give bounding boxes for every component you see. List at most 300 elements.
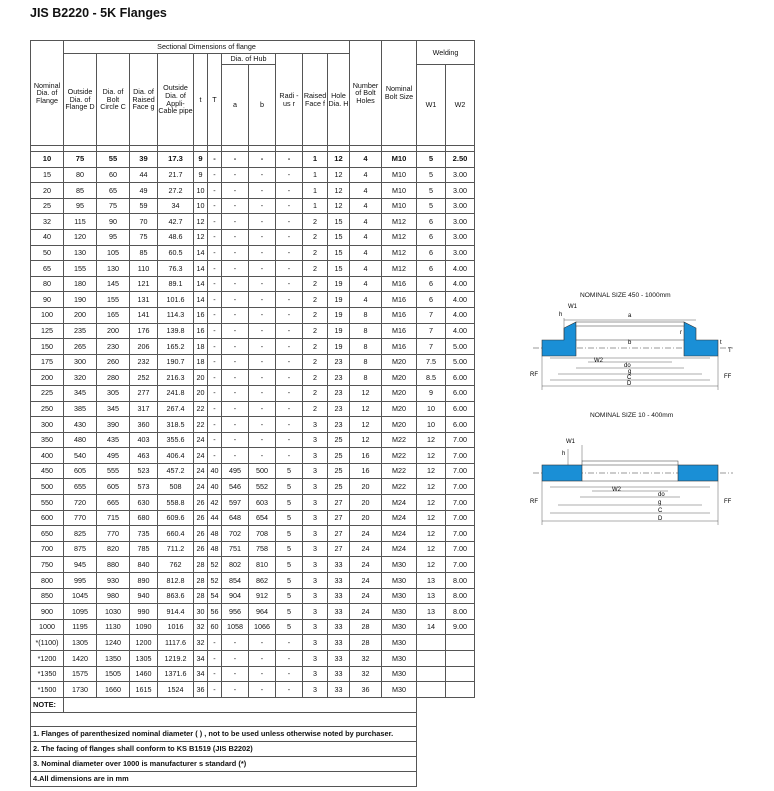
table-cell: 4 xyxy=(350,261,382,277)
table-cell: 33 xyxy=(328,604,350,620)
table-cell: 26 xyxy=(194,510,208,526)
label-b: b xyxy=(628,340,632,346)
table-row xyxy=(31,479,475,495)
table-cell: 648 xyxy=(222,510,249,526)
label-t: t xyxy=(720,340,722,346)
table-cell: - xyxy=(222,292,249,308)
header-a: a xyxy=(222,65,249,146)
label-w1: W1 xyxy=(566,439,575,445)
table-cell: 552 xyxy=(249,479,276,495)
table-cell: 176 xyxy=(130,323,158,339)
table-row xyxy=(31,198,475,214)
table-cell: - xyxy=(249,245,276,261)
table-cell: 12 xyxy=(328,198,350,214)
table-cell: - xyxy=(208,682,222,698)
table-cell: *1500 xyxy=(31,682,64,698)
table-cell: 500 xyxy=(31,479,64,495)
table-cell: M12 xyxy=(382,245,417,261)
table-cell: 28 xyxy=(350,619,382,635)
table-cell: 28 xyxy=(194,588,208,604)
table-cell: M30 xyxy=(382,588,417,604)
table-cell: 5 xyxy=(276,526,303,542)
table-cell: 840 xyxy=(130,557,158,573)
table-cell: 10 xyxy=(31,152,64,168)
table-cell: 4 xyxy=(350,198,382,214)
table-cell: 12 xyxy=(417,557,446,573)
diagram-large-caption: NOMINAL SIZE 450 - 1000mm xyxy=(580,292,671,299)
label-a: a xyxy=(628,313,632,319)
table-cell: 105 xyxy=(97,245,130,261)
table-cell: 702 xyxy=(222,526,249,542)
table-cell: - xyxy=(222,448,249,464)
table-cell: 9 xyxy=(417,385,446,401)
table-cell: 5 xyxy=(276,479,303,495)
table-cell: 26 xyxy=(194,495,208,511)
table-cell: 15 xyxy=(328,261,350,277)
table-cell: - xyxy=(276,261,303,277)
table-cell: - xyxy=(276,370,303,386)
label-do: do xyxy=(624,363,631,369)
table-cell: 5.00 xyxy=(446,339,475,355)
table-cell: - xyxy=(249,229,276,245)
table-cell: 12 xyxy=(328,152,350,168)
table-cell: M12 xyxy=(382,229,417,245)
table-cell: 230 xyxy=(97,339,130,355)
table-cell: 15 xyxy=(328,214,350,230)
table-cell: 305 xyxy=(97,385,130,401)
diagram-small-caption: NOMINAL SIZE 10 - 400mm xyxy=(590,412,674,419)
table-cell: 8.5 xyxy=(417,370,446,386)
table-cell: - xyxy=(276,401,303,417)
table-cell xyxy=(417,666,446,682)
table-cell: - xyxy=(276,448,303,464)
table-cell: 7.00 xyxy=(446,541,475,557)
table-cell: 600 xyxy=(31,510,64,526)
table-cell: - xyxy=(276,432,303,448)
table-cell: 9.00 xyxy=(446,619,475,635)
table-cell: 24 xyxy=(350,573,382,589)
table-cell: 508 xyxy=(158,479,194,495)
table-cell: 25 xyxy=(31,198,64,214)
table-cell: 267.4 xyxy=(158,401,194,417)
table-cell: - xyxy=(222,261,249,277)
table-cell: 450 xyxy=(31,463,64,479)
table-cell: - xyxy=(208,167,222,183)
table-cell: 8 xyxy=(350,339,382,355)
table-cell: 165.2 xyxy=(158,339,194,355)
table-cell: 130 xyxy=(97,261,130,277)
table-cell: 23 xyxy=(328,401,350,417)
table-cell: 10 xyxy=(194,183,208,199)
table-cell: 1130 xyxy=(97,619,130,635)
table-cell: 23 xyxy=(328,385,350,401)
note-label: NOTE: xyxy=(31,697,64,712)
table-cell: 19 xyxy=(328,307,350,323)
table-row xyxy=(31,214,475,230)
table-cell: M30 xyxy=(382,635,417,651)
table-cell: - xyxy=(276,245,303,261)
table-cell: 9 xyxy=(194,152,208,168)
table-cell: 241.8 xyxy=(158,385,194,401)
table-cell: 49 xyxy=(130,183,158,199)
table-cell: 120 xyxy=(64,229,97,245)
table-cell: 90 xyxy=(97,214,130,230)
table-cell: 890 xyxy=(130,573,158,589)
table-row xyxy=(31,401,475,417)
table-row xyxy=(31,261,475,277)
table-cell: 75 xyxy=(64,152,97,168)
table-cell: 24 xyxy=(350,604,382,620)
flange-section-right xyxy=(684,322,718,356)
table-row xyxy=(31,682,475,698)
table-cell: - xyxy=(222,401,249,417)
table-cell: 200 xyxy=(64,307,97,323)
table-cell: 12 xyxy=(417,479,446,495)
table-cell: 1219.2 xyxy=(158,651,194,667)
table-cell: 12 xyxy=(417,463,446,479)
table-cell: 85 xyxy=(130,245,158,261)
table-row xyxy=(31,651,475,667)
table-cell: 12 xyxy=(194,229,208,245)
table-cell: 22 xyxy=(194,417,208,433)
table-cell xyxy=(417,651,446,667)
table-cell: - xyxy=(208,401,222,417)
table-cell: 7 xyxy=(417,323,446,339)
table-cell: 23 xyxy=(328,370,350,386)
table-cell: 7.00 xyxy=(446,463,475,479)
table-cell: 14 xyxy=(194,245,208,261)
table-cell: 6 xyxy=(417,276,446,292)
table-cell: 360 xyxy=(130,417,158,433)
table-row xyxy=(31,370,475,386)
flange-dimensions-table xyxy=(30,40,475,787)
label-c: C xyxy=(627,375,632,381)
table-cell: 7.00 xyxy=(446,557,475,573)
table-cell: 100 xyxy=(31,307,64,323)
table-cell: 59 xyxy=(130,198,158,214)
table-cell: 14 xyxy=(194,292,208,308)
table-cell: 2 xyxy=(303,339,328,355)
table-cell: 385 xyxy=(64,401,97,417)
table-cell: 12 xyxy=(350,417,382,433)
table-cell: 3 xyxy=(303,510,328,526)
table-cell: 190.7 xyxy=(158,354,194,370)
table-cell: 54 xyxy=(208,588,222,604)
table-cell: 3 xyxy=(303,573,328,589)
table-row xyxy=(31,635,475,651)
table-cell: 785 xyxy=(130,541,158,557)
table-cell: M30 xyxy=(382,682,417,698)
label-g: g xyxy=(628,369,632,375)
table-cell: 101.6 xyxy=(158,292,194,308)
table-cell: M24 xyxy=(382,510,417,526)
table-cell: 27 xyxy=(328,495,350,511)
table-cell: 5 xyxy=(417,183,446,199)
table-cell: 2 xyxy=(303,323,328,339)
table-cell: 18 xyxy=(194,339,208,355)
table-cell: 1524 xyxy=(158,682,194,698)
table-cell: 854 xyxy=(222,573,249,589)
table-cell: 850 xyxy=(31,588,64,604)
table-cell: 141 xyxy=(130,307,158,323)
label-g: g xyxy=(658,500,662,506)
table-cell: 940 xyxy=(130,588,158,604)
table-cell: 19 xyxy=(328,323,350,339)
table-cell: M22 xyxy=(382,479,417,495)
table-cell: 95 xyxy=(64,198,97,214)
table-cell: 13 xyxy=(417,588,446,604)
table-cell: 5 xyxy=(276,463,303,479)
table-cell: M16 xyxy=(382,307,417,323)
table-cell: 605 xyxy=(64,463,97,479)
table-cell: - xyxy=(249,385,276,401)
table-cell: 5 xyxy=(276,510,303,526)
header-nominal-dia: Nominal Dia. of Flange xyxy=(31,41,64,146)
header-raised-face-dia: Dia. of Raised Face g xyxy=(130,54,158,146)
table-row xyxy=(31,573,475,589)
table-cell: 12 xyxy=(417,526,446,542)
table-cell: - xyxy=(249,152,276,168)
table-cell: M22 xyxy=(382,448,417,464)
table-cell: 3 xyxy=(303,541,328,557)
table-cell: - xyxy=(249,307,276,323)
table-cell: 1090 xyxy=(130,619,158,635)
table-cell: - xyxy=(208,370,222,386)
table-cell: 95 xyxy=(97,229,130,245)
table-cell: 10 xyxy=(417,417,446,433)
table-row xyxy=(31,152,475,168)
table-cell: 3.00 xyxy=(446,183,475,199)
table-cell: - xyxy=(208,292,222,308)
table-cell: 27 xyxy=(328,510,350,526)
table-cell: 770 xyxy=(64,510,97,526)
table-cell: - xyxy=(276,417,303,433)
table-cell: 6.00 xyxy=(446,385,475,401)
table-cell: 2 xyxy=(303,214,328,230)
table-cell: 430 xyxy=(64,417,97,433)
table-cell: 24 xyxy=(194,463,208,479)
table-cell: 8 xyxy=(350,354,382,370)
table-cell xyxy=(446,635,475,651)
table-cell: 75 xyxy=(97,198,130,214)
table-cell: 4 xyxy=(350,245,382,261)
table-cell: 2 xyxy=(303,245,328,261)
table-cell: 34 xyxy=(194,666,208,682)
flange-section-right xyxy=(678,465,718,481)
table-row xyxy=(31,666,475,682)
table-cell: 4 xyxy=(350,292,382,308)
table-cell: M12 xyxy=(382,261,417,277)
table-cell: 32 xyxy=(350,666,382,682)
table-cell: 22 xyxy=(194,401,208,417)
table-cell: 225 xyxy=(31,385,64,401)
table-cell: 7.00 xyxy=(446,510,475,526)
table-cell: 7.00 xyxy=(446,432,475,448)
table-cell: - xyxy=(222,198,249,214)
table-cell xyxy=(417,682,446,698)
table-cell: - xyxy=(222,354,249,370)
table-cell: 3 xyxy=(303,479,328,495)
table-cell: - xyxy=(276,385,303,401)
header-outside-dia: Outside Dia. of Flange D xyxy=(64,54,97,146)
table-cell: - xyxy=(208,214,222,230)
table-cell: M16 xyxy=(382,339,417,355)
table-cell: 12 xyxy=(417,541,446,557)
table-cell: 1045 xyxy=(64,588,97,604)
table-cell: 12 xyxy=(350,432,382,448)
table-cell: 2 xyxy=(303,261,328,277)
table-row xyxy=(31,588,475,604)
table-cell: 609.6 xyxy=(158,510,194,526)
table-cell: 2.50 xyxy=(446,152,475,168)
table-cell: 12 xyxy=(417,510,446,526)
table-cell: M30 xyxy=(382,573,417,589)
table-row xyxy=(31,526,475,542)
table-cell: 708 xyxy=(249,526,276,542)
table-cell: - xyxy=(222,307,249,323)
table-cell: 8.00 xyxy=(446,604,475,620)
table-cell: 24 xyxy=(194,448,208,464)
table-row xyxy=(31,448,475,464)
table-cell: 48 xyxy=(208,541,222,557)
table-cell: 5 xyxy=(276,588,303,604)
table-cell: 24 xyxy=(194,432,208,448)
table-cell: - xyxy=(208,152,222,168)
table-cell: - xyxy=(249,198,276,214)
label-w2: W2 xyxy=(594,358,603,364)
table-cell: 14 xyxy=(417,619,446,635)
table-cell: 60 xyxy=(208,619,222,635)
table-cell: 3 xyxy=(303,604,328,620)
table-cell: 50 xyxy=(31,245,64,261)
table-cell: 40 xyxy=(31,229,64,245)
table-cell: 1615 xyxy=(130,682,158,698)
table-cell: 14 xyxy=(194,261,208,277)
table-cell: 2 xyxy=(303,370,328,386)
table-cell: - xyxy=(276,276,303,292)
table-cell: - xyxy=(249,448,276,464)
table-cell: 7 xyxy=(417,339,446,355)
table-cell: 463 xyxy=(130,448,158,464)
table-cell: 7.5 xyxy=(417,354,446,370)
table-cell: *1200 xyxy=(31,651,64,667)
table-cell: 60 xyxy=(97,167,130,183)
table-cell: 980 xyxy=(97,588,130,604)
table-cell: 7.00 xyxy=(446,479,475,495)
table-cell: 3.00 xyxy=(446,245,475,261)
table-cell: 880 xyxy=(97,557,130,573)
table-cell: 206 xyxy=(130,339,158,355)
table-cell: 7 xyxy=(417,307,446,323)
table-cell: M24 xyxy=(382,541,417,557)
table-cell: 165 xyxy=(97,307,130,323)
table-cell: 523 xyxy=(130,463,158,479)
header-w1: W1 xyxy=(417,65,446,146)
note-line: 3. Nominal diameter over 1000 is manufacturer s standard (*) xyxy=(31,756,417,771)
table-cell: 5 xyxy=(276,604,303,620)
table-cell: 3 xyxy=(303,463,328,479)
note-line: 2. The facing of flanges shall conform to KS B1519 (JIS B2202) xyxy=(31,741,417,756)
table-cell: 121 xyxy=(130,276,158,292)
table-cell: - xyxy=(249,635,276,651)
table-cell: 825 xyxy=(64,526,97,542)
table-cell: 34 xyxy=(158,198,194,214)
table-cell: - xyxy=(276,167,303,183)
header-welding: Welding xyxy=(417,41,475,65)
table-row xyxy=(31,339,475,355)
table-cell: 5 xyxy=(276,573,303,589)
table-cell: 114.3 xyxy=(158,307,194,323)
table-cell: - xyxy=(276,292,303,308)
table-cell: - xyxy=(208,276,222,292)
table-cell: 6.00 xyxy=(446,401,475,417)
table-cell: 1305 xyxy=(64,635,97,651)
table-cell: 5 xyxy=(276,619,303,635)
table-cell: 650 xyxy=(31,526,64,542)
table-cell: - xyxy=(249,167,276,183)
table-cell: - xyxy=(249,370,276,386)
table-cell: 435 xyxy=(97,432,130,448)
table-cell: 75 xyxy=(130,229,158,245)
table-cell: - xyxy=(222,245,249,261)
table-cell: 1240 xyxy=(97,635,130,651)
header-hole-dia: Hole Dia. H xyxy=(328,54,350,146)
table-cell: - xyxy=(276,339,303,355)
table-cell: 24 xyxy=(350,541,382,557)
table-cell: 5 xyxy=(276,495,303,511)
table-cell: 762 xyxy=(158,557,194,573)
table-cell: - xyxy=(222,370,249,386)
table-cell: 15 xyxy=(31,167,64,183)
table-cell: 1 xyxy=(303,198,328,214)
table-cell: 33 xyxy=(328,573,350,589)
table-cell: 964 xyxy=(249,604,276,620)
table-row xyxy=(31,183,475,199)
table-cell: 4.00 xyxy=(446,307,475,323)
table-row xyxy=(31,292,475,308)
table-cell: 44 xyxy=(208,510,222,526)
table-cell: - xyxy=(208,385,222,401)
label-rf: RF xyxy=(530,499,538,505)
table-cell: 1730 xyxy=(64,682,97,698)
table-cell: 1 xyxy=(303,152,328,168)
header-hub: Dia. of Hub xyxy=(222,54,276,65)
table-cell: 720 xyxy=(64,495,97,511)
table-row xyxy=(31,417,475,433)
table-cell: 155 xyxy=(64,261,97,277)
table-cell: 3 xyxy=(303,557,328,573)
table-cell: 235 xyxy=(64,323,97,339)
table-cell: - xyxy=(222,385,249,401)
table-cell: 320 xyxy=(64,370,97,386)
table-cell: 25 xyxy=(328,448,350,464)
table-cell: - xyxy=(222,339,249,355)
label-w1: W1 xyxy=(568,304,577,310)
table-cell: 355.6 xyxy=(158,432,194,448)
table-cell: 2 xyxy=(303,401,328,417)
table-cell: 48 xyxy=(208,526,222,542)
table-cell: 13 xyxy=(417,604,446,620)
table-cell: 300 xyxy=(31,417,64,433)
table-cell: 10 xyxy=(417,401,446,417)
table-cell: - xyxy=(208,307,222,323)
table-cell xyxy=(446,682,475,698)
table-cell: 5.00 xyxy=(446,354,475,370)
table-cell: - xyxy=(208,417,222,433)
table-cell: 495 xyxy=(97,448,130,464)
table-cell: 4 xyxy=(350,152,382,168)
table-cell: 25 xyxy=(328,463,350,479)
